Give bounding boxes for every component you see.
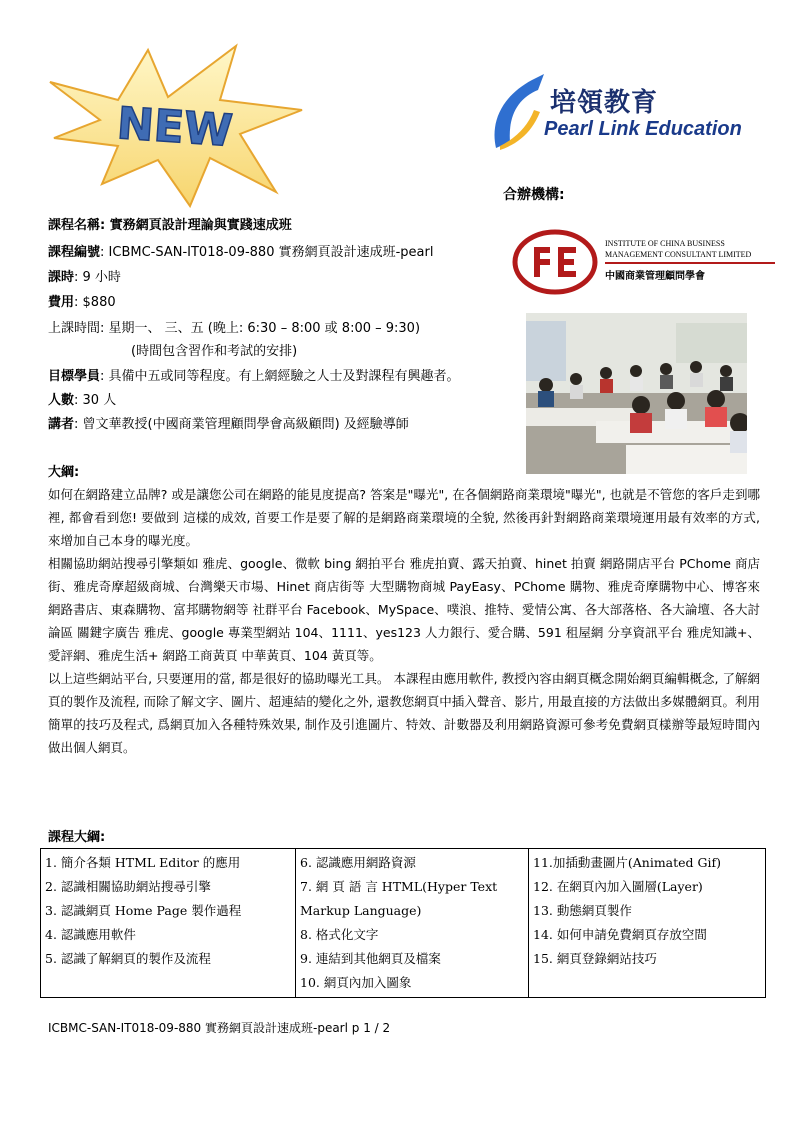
syllabus-title: 課程大綱: (48, 830, 106, 845)
course-code-label: 課程編號 (48, 245, 101, 260)
syllabus-item: 7. 網 頁 語 言 HTML(Hyper Text (300, 879, 498, 894)
logo-swoosh-icon (488, 72, 548, 156)
course-fee: : $880 (74, 295, 116, 310)
syllabus-item: 11.加插動畫圖片(Animated Gif) (533, 855, 722, 870)
syllabus-item: 13. 動態網頁製作 (533, 903, 632, 918)
course-size: : 30 人 (74, 393, 117, 408)
course-target: : 具備中五或同等程度。有上網經驗之人士及對課程有興趣者。 (100, 369, 460, 384)
new-badge (40, 42, 308, 210)
outline-paragraph-2: 相關協助網站搜尋引擎類如 雅虎、google、微軟 bing 網拍平台 雅虎拍賣、露天拍賣、hinet 拍賣 網路開店平台 PChome 商店街、雅虎奇摩超級商城、台灣樂天市場、Hinet 商店街等 大型購物商城 PayEasy、PChome 購物、雅虎奇摩購物中心、博客來網路書店、東森購物、富邦購物網等 社群平台 Facebook、MySpace、噗浪、推特、愛情公寓、各大部落格、各大論壇、各大討論區 關鍵字廣告 雅虎、google 專業型網站 104、1111、yes123 人力銀行、愛合購、591 租屋網 分享資訊平台 雅虎知識+、愛評網、雅虎生活+ 網路工商黃頁 中華黃頁、104 黃頁等。 (48, 556, 760, 663)
syllabus-item: 9. 連結到其他網頁及檔案 (300, 951, 441, 966)
syllabus-table (40, 848, 766, 998)
icbmc-divider (605, 262, 775, 264)
page-footer: ICBMC-SAN-IT018-09-880 實務網頁設計速成班-pearl p 1 / 2 (48, 1021, 391, 1035)
course-size-line (48, 391, 116, 411)
syllabus-column-2 (296, 849, 529, 998)
icbmc-english-name (605, 238, 751, 260)
course-code-line (48, 243, 433, 263)
outline-paragraph-3: 以上這些網站平台, 只要運用的當, 都是很好的協助曝光工具。 本課程由應用軟件, 教授內容由網頁概念開始網頁編輯概念, 了解網頁的製作及流程, 而除了解文字、圖片、超連結的變化之外, 還教您網頁中插入聲音、影片, 用最直接的方法做出多媒體網頁。利用簡單的技巧及程式, 爲網頁加入各種特殊效果, 制作及引進圖片、特效、計數器及利用網路資源可參考免費網頁樣辦等最短時間內做出個人網頁。 (48, 671, 760, 755)
table-row (41, 849, 766, 998)
course-size-label: 人數 (48, 393, 75, 408)
course-name-line (48, 216, 292, 236)
syllabus-item: 8. 格式化文字 (300, 927, 379, 942)
course-target-line (48, 367, 460, 387)
outline-title: 大綱: (48, 465, 80, 480)
course-hours-line (48, 268, 121, 288)
syllabus-item: 14. 如何申請免費網頁存放空間 (533, 927, 707, 942)
course-name-label: 課程名稱 (48, 218, 101, 233)
course-target-label: 目標學員 (48, 369, 101, 384)
icbmc-chinese-name: 中國商業管理顧問學會 (605, 271, 705, 282)
logo-english-text: Pearl Link Education (544, 118, 742, 140)
course-hours: : 9 小時 (74, 270, 121, 285)
pearl-link-logo (488, 72, 742, 156)
course-lecturer: : 曾文華教授(中國商業管理顧問學會高級顧問) 及經驗導師 (74, 417, 409, 432)
course-fee-line (48, 293, 116, 313)
syllabus-item: 5. 認識了解網頁的製作及流程 (45, 951, 211, 966)
syllabus-item: 12. 在網頁內加入圖層(Layer) (533, 879, 703, 894)
course-time-line (48, 319, 420, 339)
syllabus-item: 10. 網頁內加入圖象 (300, 975, 412, 990)
course-lecturer-label: 講者 (48, 417, 75, 432)
course-time-note: (時間包含習作和考試的安排) (131, 344, 298, 359)
icbmc-english-line1: INSTITUTE OF CHINA BUSINESS (605, 239, 725, 248)
course-time-label: 上課時間 (48, 321, 101, 336)
outline-body (48, 483, 760, 759)
syllabus-item: 6. 認識應用網路資源 (300, 855, 416, 870)
icbmc-logo (512, 229, 774, 295)
course-lecturer-line (48, 415, 409, 435)
outline-paragraph-1: 如何在網路建立品牌? 或是讓您公司在網路的能見度提高? 答案是"曝光", 在各個網路商業環境"曝光", 也就是不管您的客戶走到哪裡, 都會看到您! 要做到 這樣的成效, 首要工作是要了解的是網路商業環境的全貌, 然後再針對網路商業環境運用最有效率的方式, 來增加自己本身的曝光度。 (48, 487, 760, 548)
new-text: NEW (115, 98, 235, 157)
logo-chinese-text: 培領教育 (550, 88, 659, 118)
syllabus-item: 4. 認識應用軟件 (45, 927, 136, 942)
syllabus-item: 15. 網頁登錄網站技巧 (533, 951, 657, 966)
classroom-illustration (526, 313, 747, 474)
course-name: : 實務網頁設計理論與實踐速成班 (100, 218, 292, 233)
syllabus-column-1 (41, 849, 296, 998)
syllabus-column-3 (529, 849, 766, 998)
co-organizer-label: 合辦機構: (503, 187, 565, 203)
syllabus-item: 2. 認識相關協助網站搜尋引擎 (45, 879, 211, 894)
course-hours-label: 課時 (48, 270, 75, 285)
syllabus-item: 1. 簡介各類 HTML Editor 的應用 (45, 855, 241, 870)
icbmc-emblem-icon (512, 229, 598, 295)
classroom-photo (526, 313, 747, 474)
course-time: : 星期一、 三、五 (晚上: 6:30 – 8:00 或 8:00 – 9:30) (100, 321, 421, 336)
course-code: : ICBMC-SAN-IT018-09-880 實務網頁設計速成班-pearl (100, 245, 434, 260)
course-fee-label: 費用 (48, 295, 75, 310)
syllabus-item: Markup Language) (300, 903, 422, 918)
icbmc-english-line2: MANAGEMENT CONSULTANT LIMITED (605, 250, 752, 259)
syllabus-item: 3. 認識網頁 Home Page 製作過程 (45, 903, 242, 918)
